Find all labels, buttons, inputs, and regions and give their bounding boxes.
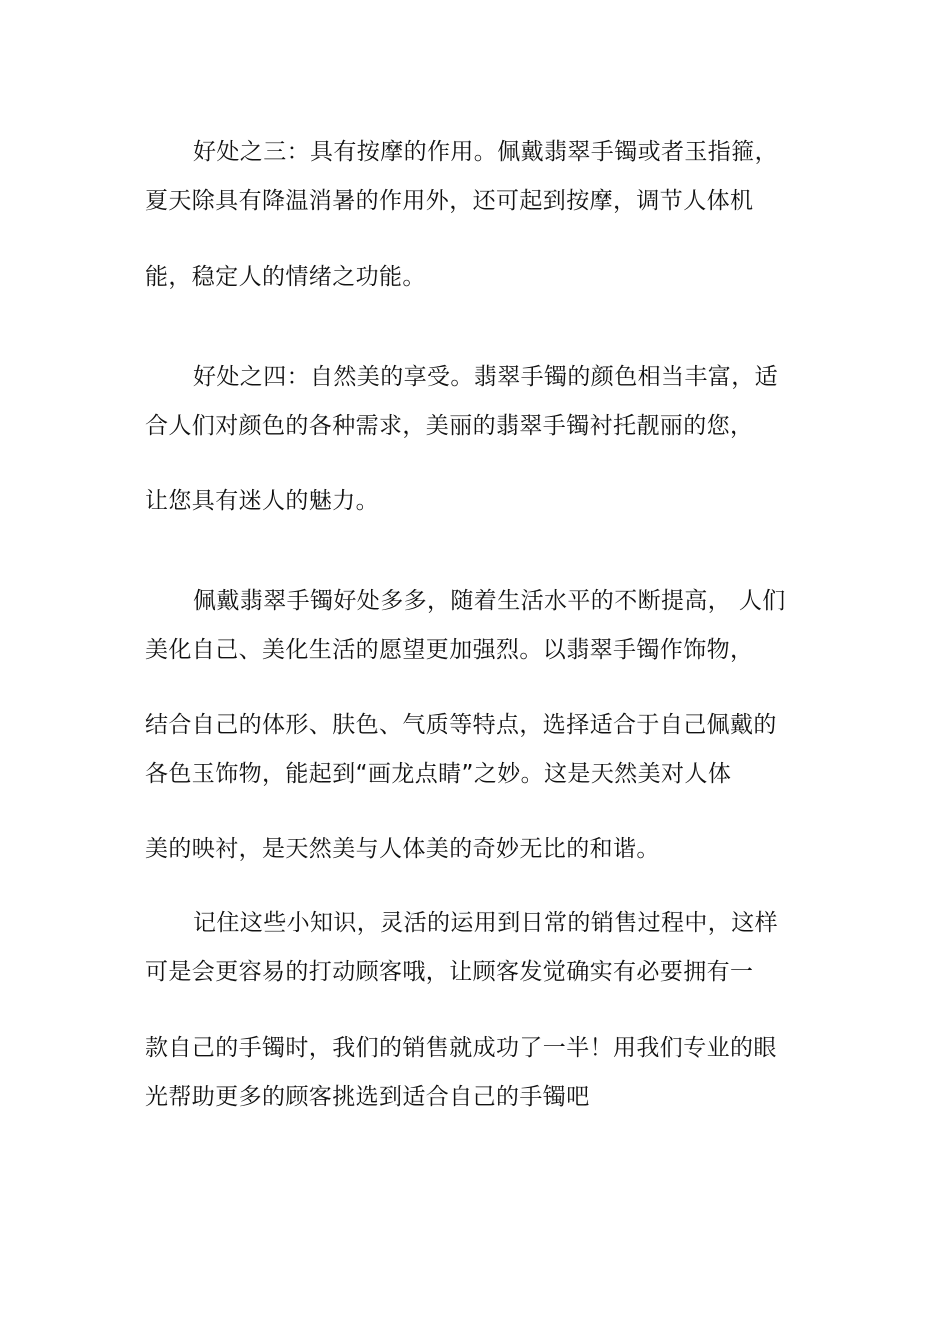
paragraph-line: 能，稳定人的情绪之功能。 — [145, 264, 426, 290]
paragraph-line: 各色玉饰物，能起到“画龙点睛”之妙。这是天然美对人体 — [145, 761, 732, 787]
paragraph-line: 合人们对颜色的各种需求，美丽的翡翠手镯衬托靓丽的您， — [145, 413, 754, 439]
paragraph-line: 好处之三：具有按摩的作用。佩戴翡翠手镯或者玉指箍， — [193, 139, 778, 165]
paragraph-line: 美化自己、美化生活的愿望更加强烈。以翡翠手镯作饰物， — [145, 637, 754, 663]
paragraph-line: 让您具有迷人的魅力。 — [145, 488, 379, 514]
paragraph-line: 记住这些小知识，灵活的运用到日常的销售过程中，这样 — [193, 910, 778, 936]
paragraph-line: 光帮助更多的顾客挑选到适合自己的手镯吧 — [145, 1084, 590, 1110]
paragraph-line: 可是会更容易的打动顾客哦，让顾客发觉确实有必要拥有一 — [145, 959, 754, 985]
paragraph-line: 好处之四：自然美的享受。翡翠手镯的颜色相当丰富，适 — [193, 364, 778, 390]
paragraph-line: 结合自己的体形、肤色、气质等特点，选择适合于自己佩戴的 — [145, 712, 777, 738]
paragraph-line: 夏天除具有降温消暑的作用外，还可起到按摩，调节人体机 — [145, 188, 754, 214]
paragraph-line: 美的映衬，是天然美与人体美的奇妙无比的和谐。 — [145, 836, 660, 862]
paragraph-line: 款自己的手镯时，我们的销售就成功了一半！用我们专业的眼 — [145, 1035, 777, 1061]
paragraph-line: 佩戴翡翠手镯好处多多，随着生活水平的不断提高， 人们 — [193, 588, 786, 614]
